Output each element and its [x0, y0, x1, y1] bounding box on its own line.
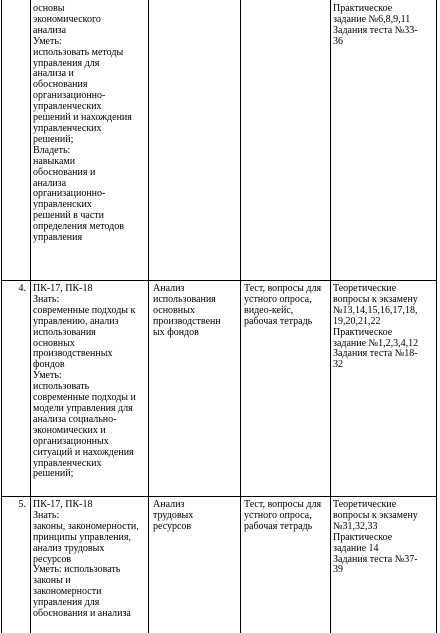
row-border-2	[1, 496, 437, 497]
table-border-col2	[148, 0, 149, 633]
competence-cell: ПК-17, ПК-18 Знать: законы, закономерности, принципы управления, анализ трудовых ресурсов Уметь: использовать законы и закономерности управления для обоснования и анализа	[33, 499, 139, 620]
competence-cell: основы экономического анализа Уметь: использовать методы управления для анализа и обоснования организационно- управленческих решений и нахождения управленческих решений; Владеть: навыками обоснования и анализа организационно- управленских решений в части определения методов управления	[33, 3, 132, 244]
competence-cell: ПК-17, ПК-18 Знать: современные подходы к управлению, анализ использования основных производственных фондов Уметь: использовать современные подходы и модели управления для анализа социально- экономических и организационных ситуаций и нахождения управленческих решений;	[33, 283, 136, 480]
topic-cell: Анализ трудовых ресурсов	[153, 499, 194, 532]
table-border-col4	[330, 0, 331, 633]
row-number: 5.	[18, 499, 26, 510]
table-border-col1	[30, 0, 31, 633]
assessment-cell: Тест, вопросы для устного опроса, рабочая тетрадь	[244, 499, 322, 532]
tasks-cell: Теоретические вопросы к экзамену №31,32,33 Практическое задание 14 Задания теста №37- 39	[333, 499, 418, 576]
tasks-cell: Теоретические вопросы к экзамену №13,14,15,16,17,18, 19,20,21,22 Практическое задание №1,2,3,4,12 Задания теста №18- 32	[333, 283, 419, 371]
row-number: 4.	[18, 283, 26, 294]
table-border-col3	[240, 0, 241, 633]
assessment-cell: Тест, вопросы для устного опроса, видео-кейс, рабочая тетрадь	[244, 283, 322, 327]
table-border-right	[436, 0, 437, 633]
topic-cell: Анализ использования основных производственн ых фондов	[153, 283, 221, 338]
tasks-cell: Практическое задание №6,8,9,11 Задания теста №33- 36	[333, 3, 418, 47]
table-border-left	[1, 0, 2, 633]
row-border-1	[1, 280, 437, 281]
